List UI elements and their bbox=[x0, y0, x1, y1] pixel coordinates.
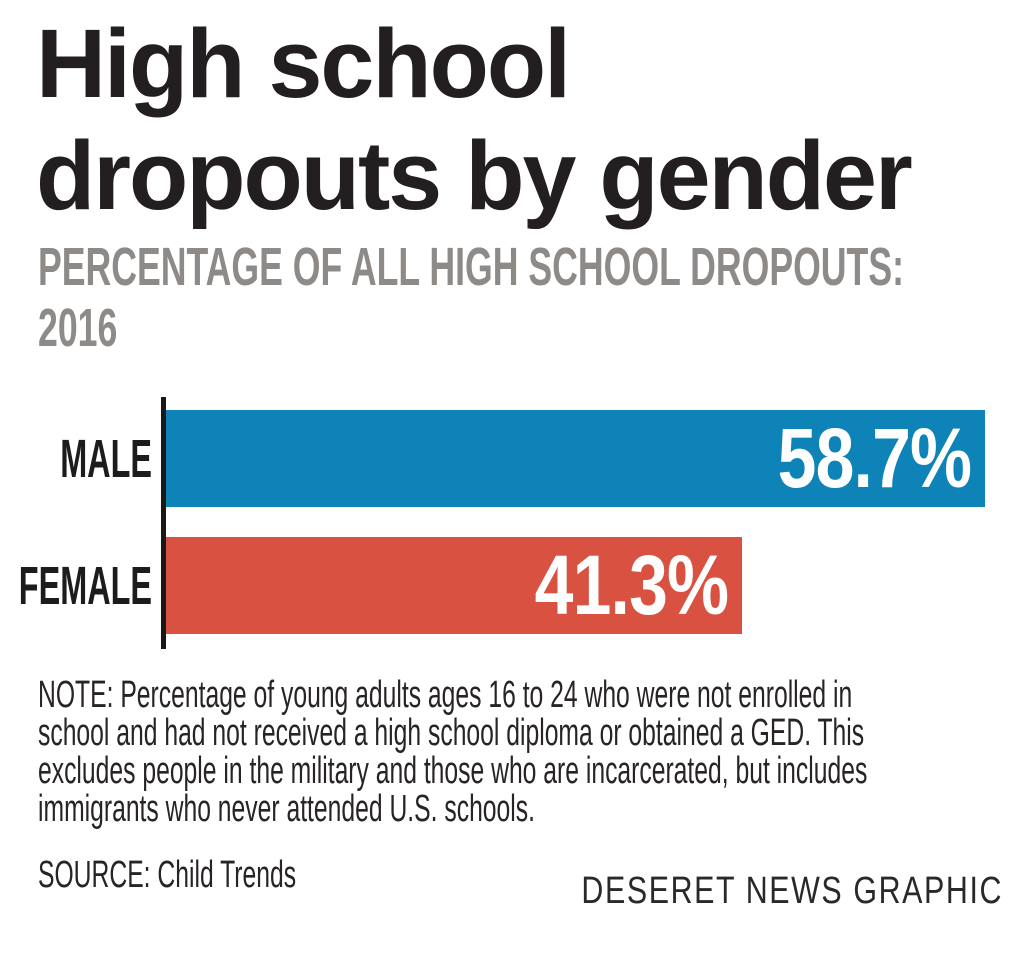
footnote bbox=[38, 676, 867, 828]
credit-line: DESERET NEWS GRAPHIC bbox=[581, 870, 1003, 912]
bar-female-value-label: 41.3% bbox=[534, 538, 728, 632]
category-label-female bbox=[0, 537, 152, 634]
page-title-line2: dropouts by gender bbox=[36, 121, 911, 230]
footnote-line3: excludes people in the military and those who are incarcerated, but includes bbox=[38, 750, 868, 792]
page-subtitle-line2: 2016 bbox=[38, 298, 118, 358]
category-label-male-text: MALE bbox=[60, 428, 152, 489]
page-title-line1: High school bbox=[36, 9, 570, 118]
bar-male bbox=[166, 410, 985, 507]
footnote-line4: immigrants who never attended U.S. schools. bbox=[38, 788, 535, 830]
bar-female bbox=[166, 537, 742, 634]
page-title bbox=[36, 8, 911, 232]
category-label-female-text: FEMALE bbox=[18, 555, 152, 616]
footnote-line1: NOTE: Percentage of young adults ages 16 to 24 who were not enrolled in bbox=[38, 674, 853, 716]
category-label-male bbox=[0, 410, 152, 507]
page-subtitle bbox=[38, 237, 904, 359]
footnote-line2: school and had not received a high school diploma or obtained a GED. This bbox=[38, 712, 865, 754]
page-subtitle-line1: PERCENTAGE OF ALL HIGH SCHOOL DROPOUTS: bbox=[38, 237, 904, 297]
source-line: SOURCE: Child Trends bbox=[38, 854, 297, 896]
bar-male-value-label: 58.7% bbox=[777, 411, 971, 505]
